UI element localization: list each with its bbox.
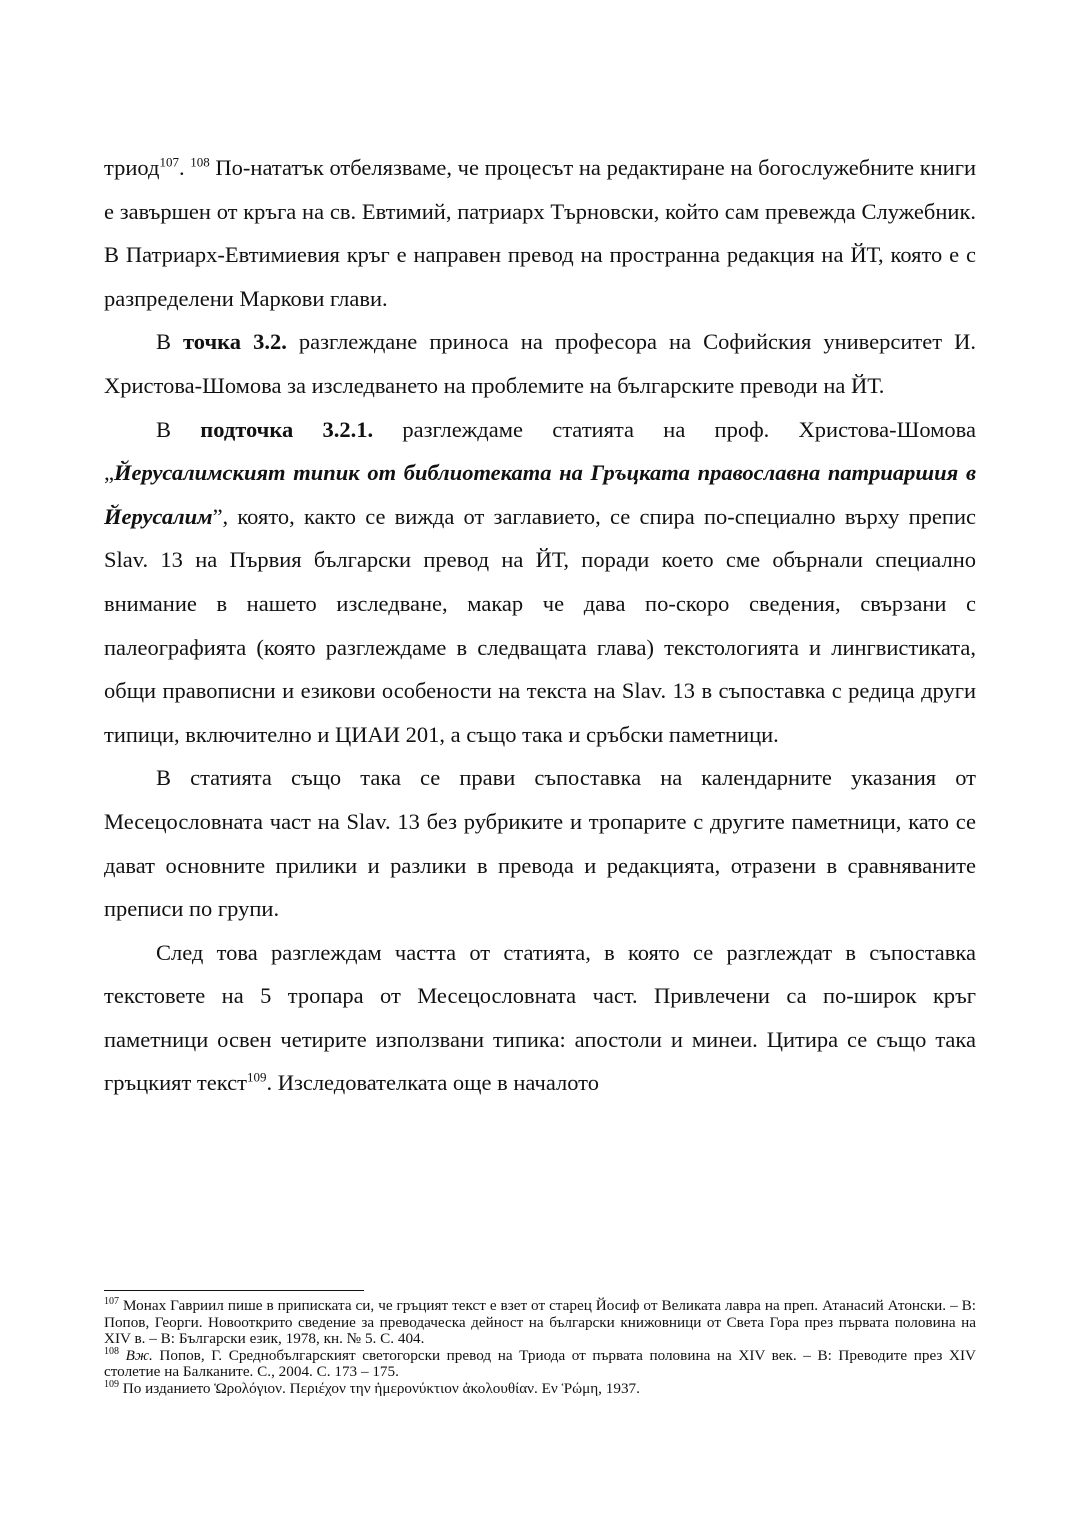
bold-term: подточка 3.2.1. [200, 416, 374, 442]
text-run: ”, която, както се вижда от заглавието, се спира по-специално върху препис Slav. 13 на Първия български превод на ЙТ, поради което сме обърнали специално внимание в нашето изследване, макар че дава по-скоро сведения, свързани с палеографията (която разглеждаме в следващата глава) текстологията и лингвистиката, общи правописни и езикови особености на текста на Slav. 13 в съпоставка с редица други типици, включително и ЦИАИ 201, а също така и сръбски паметници. [104, 503, 976, 747]
bold-term: точка 3.2. [183, 329, 287, 355]
footnote-text: Попов, Г. Среднобългарският светогорски превод на Триода от първата половина на XIV век. – В: Преводите през XIV столетие на Балканите. С., 2004. С. 173 – 175. [104, 1346, 976, 1381]
footnote-108 [104, 1345, 976, 1381]
footnote-number: 108 [104, 1345, 119, 1357]
footnote-ref-107[interactable]: 107 [159, 154, 179, 170]
footnote-107 [104, 1295, 976, 1348]
footnote-ref-109[interactable]: 109 [246, 1069, 267, 1085]
text-run: . Изследователката още в началото [266, 1070, 599, 1096]
text-run: триод [104, 155, 160, 180]
footnote-separator [104, 1290, 364, 1291]
body-text [104, 146, 976, 1105]
text-run: разглеждане приноса на професора на Софийския университет И. Христова-Шомова за изследването на проблемите на българските преводи на ЙТ. [104, 329, 976, 398]
footnote-109 [104, 1378, 976, 1398]
text-run: След това разглеждам частта от статията, в която се разглеждат в съпоставка текстовете на 5 тропара от Месецословната част. Привлечени са по-широк кръг паметници освен четирите използвани типика: апостоли и минеи. Цитира се също така гръцкият текст [104, 939, 976, 1096]
text-run: разглеждаме статията на проф. Христова-Шомова „ [104, 416, 976, 486]
paragraph-1 [104, 146, 976, 320]
text-run: По-нататък отбелязваме, че процесът на редактиране на богослужебните книги е завършен от кръга на св. Евтимий, патриарх Търновски, който сам превежда Служебник. В Патриарх-Евтимиевия кръг е направен превод на пространна редакция на ЙТ, която е с разпределени Маркови глави. [104, 155, 976, 311]
text-run: . [178, 155, 191, 180]
footnote-italic: Вж. [119, 1346, 153, 1364]
text-run: В [156, 416, 201, 442]
article-title: Йерусалимският типик от библиотеката на Гръцката православна патриаршия в Йерусалим [104, 460, 976, 529]
footnote-number: 107 [104, 1295, 119, 1307]
text-run: В [156, 329, 184, 355]
text-run: В статията също така се прави съпоставка на календарните указания от Месецословната част на Slav. 13 без рубриките и тропарите с другите паметници, като се дават основните прилики и разлики в превода и редакцията, отразени в сравняваните преписи по групи. [104, 765, 976, 922]
paragraph-3 [104, 408, 976, 757]
paragraph-2 [104, 320, 976, 407]
paragraph-5 [104, 931, 976, 1105]
footnote-number: 109 [104, 1378, 119, 1390]
paragraph-4 [104, 756, 976, 930]
footnote-ref-108[interactable]: 108 [190, 154, 210, 170]
footnote-text: Монах Гавриил пише в приписката си, че гръцият текст е взет от старец Йосиф от Великата лавра на преп. Атанасий Атонски. – В: Попов, Георги. Новооткрито сведение за преводаческа дейност на български книжовници от Света Гора през първата половина на XIV в. – В: Български език, 1978, кн. № 5. С. 404. [104, 1297, 976, 1348]
footnote-text: По изданието Ὡρολόγιον. Περιέχον την ἡμερονύκτιον ἀκολουθίαν. Εν Ῥώμη, 1937. [119, 1379, 640, 1397]
footnotes [104, 1295, 976, 1398]
